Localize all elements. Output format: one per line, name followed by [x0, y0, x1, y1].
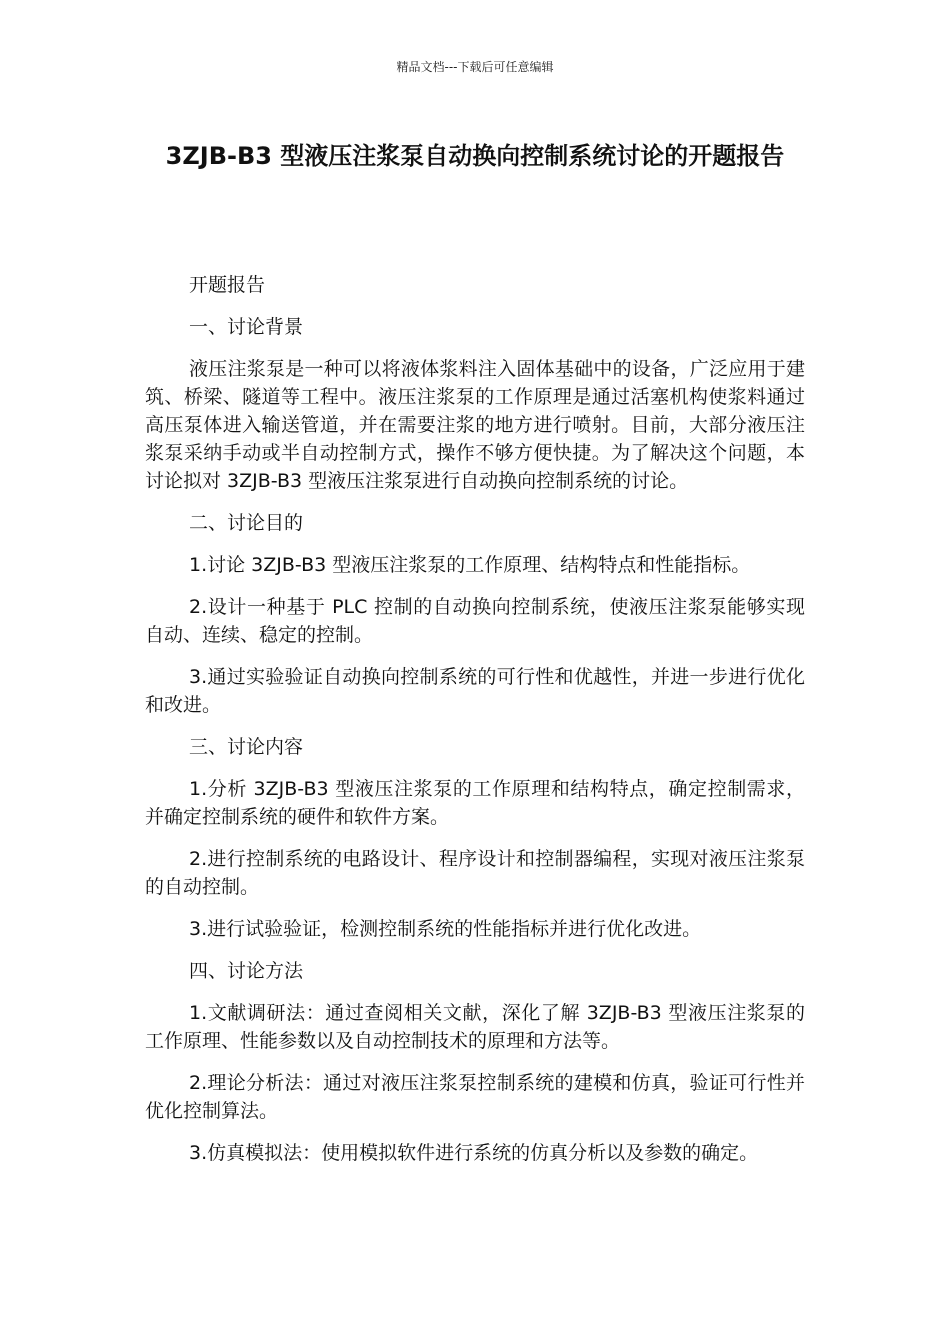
content-item-2: 2.进行控制系统的电路设计、程序设计和控制器编程，实现对液压注浆泵的自动控制。	[145, 848, 805, 898]
paragraph-background: 液压注浆泵是一种可以将液体浆料注入固体基础中的设备，广泛应用于建筑、桥梁、隧道等工程中。液压注浆泵的工作原理是通过活塞机构使浆料通过高压泵体进入输送管道，并在需要注浆的地方进行喷射。目前，大部分液压注浆泵采纳手动或半自动控制方式，操作不够方便快捷。为了解决这个问题，本讨论拟对 3ZJB-B3 型液压注浆泵进行自动换向控制系统的讨论。	[145, 358, 805, 492]
purpose-item-3: 3.通过实验验证自动换向控制系统的可行性和优越性，并进一步进行优化和改进。	[145, 666, 805, 716]
method-item-3: 3.仿真模拟法：使用模拟软件进行系统的仿真分析以及参数的确定。	[189, 1142, 759, 1164]
purpose-item-2: 2.设计一种基于 PLC 控制的自动换向控制系统，使液压注浆泵能够实现自动、连续、稳定的控制。	[145, 596, 805, 646]
content-item-3: 3.进行试验验证，检测控制系统的性能指标并进行优化改进。	[189, 918, 702, 940]
section-heading-purpose: 二、讨论目的	[189, 512, 304, 534]
section-heading-background: 一、讨论背景	[189, 316, 304, 338]
header-note: 精品文档---下载后可任意编辑	[396, 60, 554, 74]
document-title: 3ZJB-B3 型液压注浆泵自动换向控制系统讨论的开题报告	[165, 142, 785, 170]
purpose-item-1: 1.讨论 3ZJB-B3 型液压注浆泵的工作原理、结构特点和性能指标。	[189, 554, 751, 576]
content-item-1: 1.分析 3ZJB-B3 型液压注浆泵的工作原理和结构特点，确定控制需求，并确定控制系统的硬件和软件方案。	[145, 778, 805, 828]
section-heading-opening: 开题报告	[189, 274, 266, 296]
section-heading-content: 三、讨论内容	[189, 736, 304, 758]
document-body	[145, 271, 805, 1181]
method-item-1: 1.文献调研法：通过查阅相关文献，深化了解 3ZJB-B3 型液压注浆泵的工作原理、性能参数以及自动控制技术的原理和方法等。	[145, 1002, 805, 1052]
section-heading-method: 四、讨论方法	[189, 960, 304, 982]
method-item-2: 2.理论分析法：通过对液压注浆泵控制系统的建模和仿真，验证可行性并优化控制算法。	[145, 1072, 805, 1122]
